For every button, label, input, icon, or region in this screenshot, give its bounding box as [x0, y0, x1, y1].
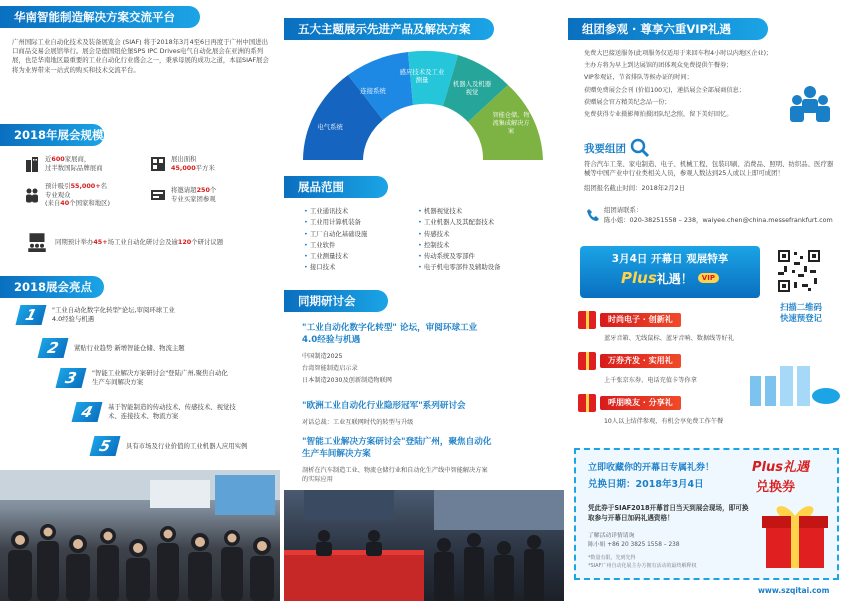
highlights-header: 2018展会亮点: [0, 276, 104, 298]
plus-gift-line: Plus 礼遇！ VIP: [580, 269, 760, 287]
seminar-items: 中国制造2025 台湾智能制造启示录 日本制造2030及创新制造物联网: [302, 353, 392, 384]
theme-sensing: 感应技术及工业测量: [399, 68, 445, 84]
theme-logistics: 智能仓储、物流集成解决方案: [492, 112, 530, 135]
seminar-items: 剖析在汽车制造工业、物流仓储行业和自动化生产线中智能解决方案 的实际应用: [302, 467, 488, 483]
themes-header: 五大主题展示先进产品及解决方案: [284, 18, 494, 40]
seminar-icon: [24, 232, 50, 252]
coupon-note1: *数量有限，先到先得: [588, 555, 636, 561]
floor-area-icon: [150, 156, 166, 172]
gift-electronics-desc: 蓝牙音箱、无线鼠标、蓝牙音响、数据线等好礼: [604, 335, 734, 342]
group-description: 符合汽车工業、家电制造、电子、机械工程、包裝印刷、消费品、照明、纺织品、医疗器械等中国产业中行业类相关人员，参观人数达到25人或以上即可成团！: [584, 160, 834, 178]
highlight-item: 5 具有市场及行业价值的工业机器人应用实例: [92, 436, 256, 456]
highlight-item: 1 "工业自动化数字化转型"论坛,审阅环球工业4.0经验与机遇: [18, 305, 182, 325]
gift-box-icon: [578, 352, 596, 370]
vip-header: 组团参观 · 尊享六重VIP礼遇: [568, 18, 768, 40]
group-deadline: 组团报名截止时间：2018年2月2日: [584, 184, 686, 192]
gift-coupons: 万券齐发 · 实用礼: [578, 352, 681, 370]
highlight-item: 3 "智能工业解决方案研讨会"登陆广州,聚焦自动化生产车间解决方案: [58, 368, 232, 388]
conference-illustration: [284, 490, 564, 601]
stat-buyers: 将邀请超250个 专业买家团参观: [150, 186, 216, 203]
coupon-plus: Plus礼遇: [752, 460, 809, 475]
coupon-exchange: 兑换券: [756, 480, 796, 495]
seminar-items: 对话总裁：工业互联网时代的转型与升级: [302, 419, 414, 426]
scope-header: 展品范围: [284, 176, 388, 198]
gift-box-icon: [578, 394, 596, 412]
scale-header: 2018年展会规模: [0, 124, 104, 146]
seminar-header: 同期研讨会: [284, 290, 388, 312]
group-people-icon: [788, 84, 832, 124]
left-panel: [0, 0, 280, 601]
gift-coupons-desc: 上千张京东券、电话充值卡等你拿: [604, 377, 697, 384]
stat-exhibitors: 近600家展商， 过半数国际品牌展商: [24, 155, 103, 172]
coupon-line1: 立即收藏你的开幕日专属礼券！: [588, 463, 715, 473]
coupon-date: 兑换日期：2018年3月4日: [588, 479, 704, 490]
gift-share-desc: 10人以上结伴参观，有机会享免费工作午餐: [604, 418, 724, 425]
search-icon: [630, 138, 650, 158]
theme-connection: 连接系统: [360, 87, 386, 95]
coupon-card[interactable]: [574, 448, 839, 580]
qr-code[interactable]: [776, 248, 822, 294]
scope-list-left: • 工业通讯技术 • 工业用计算机装备 • 工厂自动化基础设施 • 工业软件 • 工业测量技术 • 接口技术: [304, 206, 367, 274]
visitors-icon: [24, 187, 40, 203]
open-day-banner: 3月4日 开幕日 观展特享 Plus 礼遇！ VIP: [580, 246, 760, 298]
vip-benefits-list: 免费大巴接送服务(此项服务仅适用于来回车程4小时以内地区企业)； 主办方将为早上到达展馆的团体观众免费提供午餐券； VIP参观证，节省排队等候办证的时间； 获赠免费展会会刊 (价值100元)，递括展会全部展商信息； 获赠展会官方精美纪念品一份； 免费获得专业摄影师拍摄团队纪念照，留下美好回忆。: [584, 50, 773, 119]
highlight-item: 2 紧贴行业趋势 新增智能仓储、物流主题: [40, 338, 194, 358]
gift-box-icon: [578, 311, 596, 329]
gift-electronics: 时尚电子 · 创新礼: [578, 311, 681, 329]
scope-list-right: • 机器视觉技术 • 工业机器人及其配套技术 • 传感技术 • 控制技术 • 传动系统及零部件 • 电子机电零部件及辅助设备: [418, 206, 501, 274]
seminar-title: "欧洲工业自动化行业隐形冠军"系列研讨会: [302, 401, 466, 411]
theme-robotics: 机器人及机器视觉: [452, 80, 492, 96]
intro-text: 广州国际工业自动化技术及装备展览会 (SIAF) 将于2018年3月4至6日再度于广州中国进出口商品交易会展馆举行。展会是德国纽伦堡SPS IPC Drives电气自动化展会在亚洲的系列展，也是华南地区最重要的工业自动化行业盛会之一，秉承母展的成功之道，本届SIAF展会将为业界带来一站式的购买和技术交流平台。: [12, 38, 269, 74]
highlight-item: 4 基于智能制造的传动技术、传感技术、视觉技术、连接技术、物流方案: [74, 402, 248, 422]
contact-label: 组团请联系：: [604, 206, 643, 214]
seminar-title: "智能工业解决方案研讨会"登陆广州，聚焦自动化 生产车间解决方案: [302, 437, 492, 459]
stat-visitors: 预计吸引55,000+名 专业观众 (来自40个国家和地区): [24, 182, 110, 208]
stat-area: 展出面积 45,000平方米: [150, 155, 215, 172]
coupon-contact: 陈小姐 +86 20 3825 1558 – 238: [588, 542, 680, 548]
website-url[interactable]: www.szqitai.com: [758, 586, 830, 595]
exhibition-crowd-photo: [0, 470, 280, 601]
coupon-desc: 凭此券于SIAF2018开幕首日当天到展会现场，即可换取参与开幕日加码礼遇资格！: [588, 504, 749, 522]
gift-parcels-illustration: [746, 362, 842, 410]
contact-info: 陈小姐：020-38251558 – 238，waiyee.chen@china.messefrankfurt.com: [604, 216, 833, 224]
vip-badge: VIP: [698, 273, 719, 283]
middle-panel: [284, 0, 564, 601]
stat-seminars: 同期预计举办45+场工业自动化研讨会及逾120个研讨议题: [24, 232, 223, 252]
qr-caption: 扫描二维码 快速预登记: [780, 302, 822, 323]
red-gift-box-icon: [758, 498, 832, 572]
seminar-title: "工业自动化数字化转型" 论坛，审阅环球工业 4.0经验与机遇: [302, 323, 478, 345]
conference-photo: [284, 490, 564, 601]
crowd-illustration: [0, 470, 280, 601]
coupon-note2: *SIAF广州自动化展主办方拥有活动的最终解释权: [588, 563, 697, 569]
theme-electrical: 电气系统: [317, 123, 343, 131]
coupon-more: 了解活动详情请询: [588, 533, 635, 539]
gift-share: 呼朋唤友 · 分享礼: [578, 394, 681, 412]
buyers-icon: [150, 187, 166, 203]
phone-icon: [586, 208, 600, 222]
building-icon: [24, 156, 40, 172]
group-title: 我要组团: [584, 138, 650, 158]
platform-header: 华南智能制造解决方案交流平台: [0, 6, 200, 28]
